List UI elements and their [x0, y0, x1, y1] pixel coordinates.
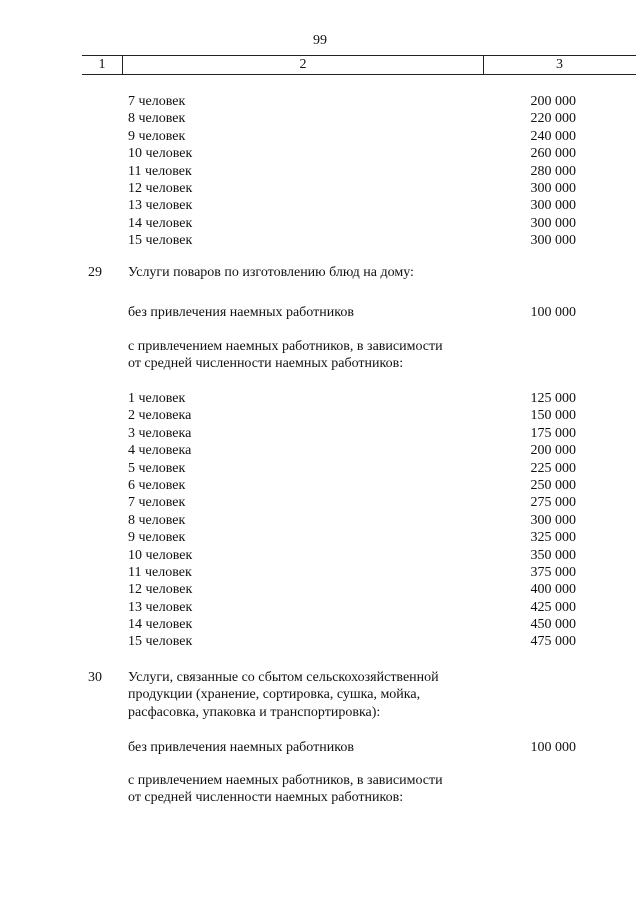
list-item-value: 220 000: [530, 111, 576, 127]
list-item-value: 300 000: [530, 215, 576, 231]
header-col-2: 2: [122, 56, 484, 74]
item-29-without-value: 100 000: [530, 305, 576, 320]
list-item: [0, 460, 640, 477]
list-item-label: 7 человек: [128, 94, 186, 109]
list-item-label: 14 человек: [128, 215, 193, 231]
list-item-label: 3 человека: [128, 425, 192, 441]
list-item: [0, 128, 640, 145]
list-item-value: 300 000: [530, 233, 576, 249]
list-item-value: 400 000: [530, 582, 576, 598]
list-item: [0, 180, 640, 197]
list-item-value: 200 000: [530, 94, 576, 109]
staff-price-list-continued: [0, 93, 640, 250]
list-item: [0, 477, 640, 494]
list-item: [0, 616, 640, 633]
list-item: [0, 494, 640, 511]
list-item-label: 7 человек: [128, 495, 186, 511]
list-item-label: 1 человек: [128, 391, 186, 406]
list-item: [0, 215, 640, 232]
list-item-label: 13 человек: [128, 198, 193, 214]
list-item-label: 4 человека: [128, 443, 192, 459]
item-29-number: 29: [88, 265, 102, 280]
list-item: [0, 512, 640, 529]
list-item: [0, 197, 640, 214]
item-29-with-line-1: с привлечением наемных работников, в зависимости: [128, 339, 443, 354]
list-item-label: 13 человек: [128, 599, 193, 615]
list-item-value: 300 000: [530, 180, 576, 196]
list-item-value: 325 000: [530, 530, 576, 546]
list-item: [0, 110, 640, 127]
list-item-label: 8 человек: [128, 111, 186, 127]
list-item: [0, 599, 640, 616]
header-col-1: 1: [98, 57, 106, 72]
item-30-title-line-3: расфасовка, упаковка и транспортировка):: [128, 704, 381, 720]
item-30-number: 30: [88, 670, 102, 685]
list-item: [0, 547, 640, 564]
list-item-label: 14 человек: [128, 617, 193, 633]
item-30-without-value: 100 000: [530, 740, 576, 755]
list-item-label: 11 человек: [128, 564, 192, 580]
header-col-3: 3: [556, 57, 563, 72]
list-item-label: 5 человек: [128, 460, 186, 476]
list-item-value: 375 000: [530, 564, 576, 580]
list-item: [0, 581, 640, 598]
list-item-value: 240 000: [530, 128, 576, 144]
table-header: [82, 55, 636, 75]
item-30-without-label: без привлечения наемных работников: [128, 740, 354, 755]
list-item-value: 350 000: [530, 547, 576, 563]
list-item: [0, 442, 640, 459]
item-30-with-line-1: с привлечением наемных работников, в зависимости: [128, 773, 443, 788]
list-item-value: 150 000: [530, 408, 576, 424]
list-item: [0, 145, 640, 162]
item-30-title-line-2: продукции (хранение, сортировка, сушка, мойка,: [128, 687, 421, 703]
list-item: [0, 425, 640, 442]
list-item-value: 450 000: [530, 617, 576, 633]
list-item: [0, 93, 640, 110]
list-item: [0, 407, 640, 424]
list-item-value: 225 000: [530, 460, 576, 476]
list-item-label: 10 человек: [128, 146, 193, 162]
list-item-label: 12 человек: [128, 180, 193, 196]
list-item: [0, 633, 640, 650]
list-item-value: 275 000: [530, 495, 576, 511]
list-item-value: 260 000: [530, 146, 576, 162]
item-29-title: Услуги поваров по изготовлению блюд на дому:: [128, 265, 414, 280]
list-item-label: 15 человек: [128, 634, 193, 650]
list-item-label: 11 человек: [128, 163, 192, 179]
list-item: [0, 232, 640, 249]
page-number: 99: [313, 33, 327, 48]
list-item-label: 15 человек: [128, 233, 193, 249]
list-item: [0, 163, 640, 180]
list-item-label: 2 человека: [128, 408, 192, 424]
list-item-value: 300 000: [530, 198, 576, 214]
item-30-with-line-2: от средней численности наемных работников:: [128, 790, 404, 806]
list-item-value: 475 000: [530, 634, 576, 650]
list-item-value: 425 000: [530, 599, 576, 615]
list-item-label: 9 человек: [128, 128, 186, 144]
list-item-label: 12 человек: [128, 582, 193, 598]
item-30-title-line-1: Услуги, связанные со сбытом сельскохозяйственной: [128, 670, 439, 685]
list-item-value: 280 000: [530, 163, 576, 179]
list-item-value: 125 000: [530, 391, 576, 406]
list-item-label: 6 человек: [128, 477, 186, 493]
list-item-label: 8 человек: [128, 512, 186, 528]
list-item: [0, 390, 640, 407]
item-29-without-label: без привлечения наемных работников: [128, 305, 354, 320]
list-item-value: 175 000: [530, 425, 576, 441]
list-item: [0, 529, 640, 546]
list-item-value: 300 000: [530, 512, 576, 528]
item-29-with-line-2: от средней численности наемных работников:: [128, 356, 404, 372]
list-item-label: 10 человек: [128, 547, 193, 563]
list-item-value: 200 000: [530, 443, 576, 459]
item-29-staff-price-list: [0, 390, 640, 651]
list-item-label: 9 человек: [128, 530, 186, 546]
list-item-value: 250 000: [530, 477, 576, 493]
list-item: [0, 564, 640, 581]
